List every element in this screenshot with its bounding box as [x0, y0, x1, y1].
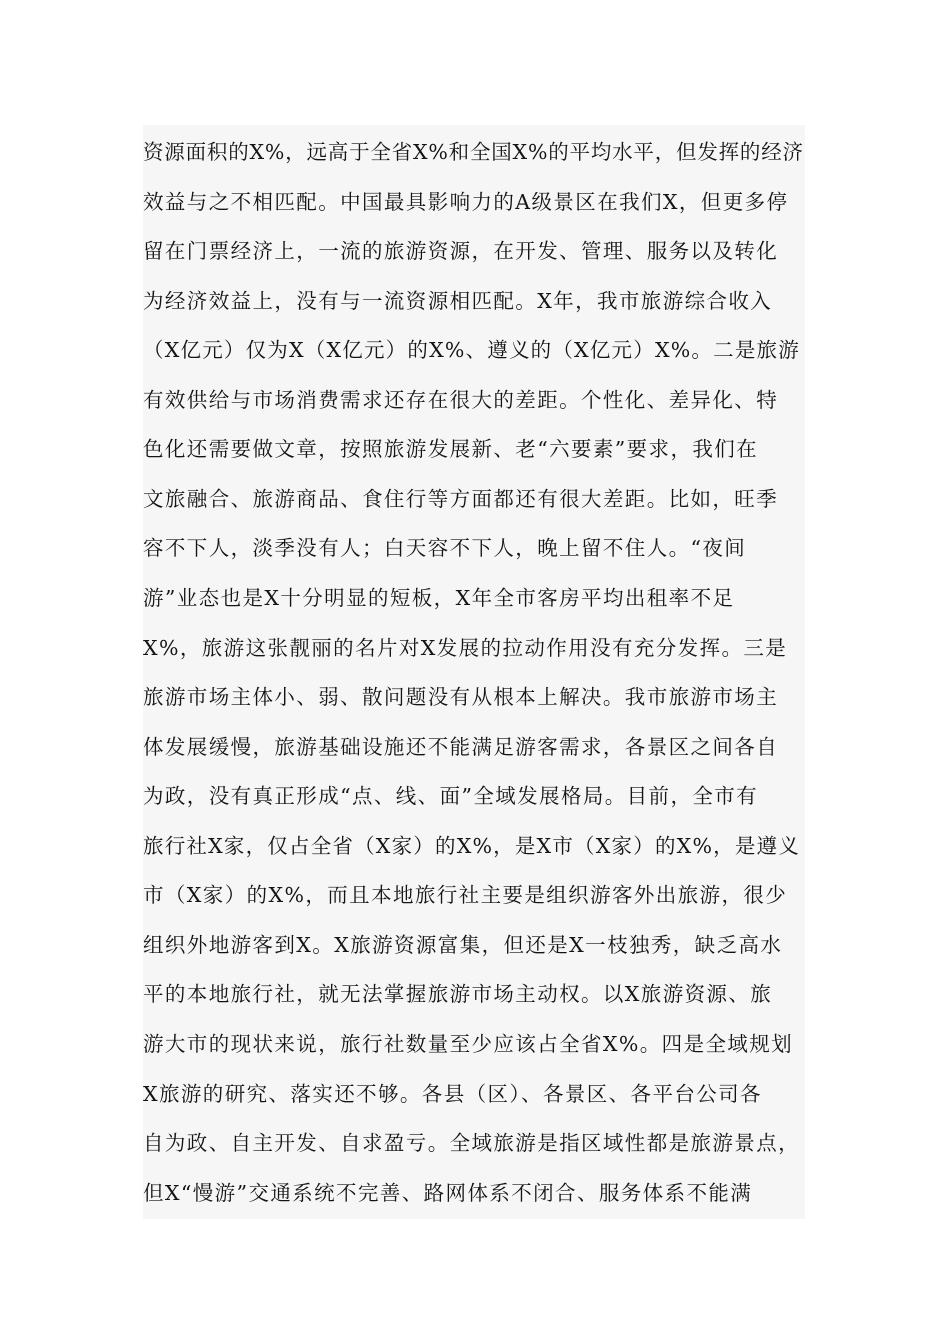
text-line: 旅游市场主体小、弱、散问题没有从根本上解决。我市旅游市场主	[143, 685, 779, 709]
text-line: 文旅融合、旅游商品、食住行等方面都还有很大差距。比如，旺季	[143, 487, 779, 511]
text-line: 资源面积的X%，远高于全省X%和全国X%的平均水平，但发挥的经济	[143, 140, 804, 164]
text-line: 容不下人，淡季没有人；白天容不下人，晚上留不住人。“夜间	[143, 536, 747, 560]
text-line: 但X“慢游”交通系统不完善、路网体系不闭合、服务体系不能满	[143, 1181, 753, 1205]
text-line: 游大市的现状来说，旅行社数量至少应该占全省X%。四是全域规划	[143, 1032, 794, 1056]
text-line: 自为政、自主开发、自求盈亏。全域旅游是指区域性都是旅游景点，	[143, 1131, 800, 1155]
text-line: 平的本地旅行社，就无法掌握旅游市场主动权。以X旅游资源、旅	[143, 982, 773, 1006]
text-line: 色化还需要做文章，按照旅游发展新、老“六要素”要求，我们在	[143, 437, 759, 461]
body-text-block	[143, 125, 805, 1219]
text-line: 体发展缓慢，旅游基础设施还不能满足游客需求，各景区之间各自	[143, 735, 779, 759]
text-line: 游”业态也是X十分明显的短板，X年全市客房平均出租率不足	[143, 586, 735, 610]
text-line: 市（X家）的X%，而且本地旅行社主要是组织游客外出旅游，很少	[143, 883, 788, 907]
text-line: 有效供给与市场消费需求还存在很大的差距。个性化、差异化、特	[143, 388, 779, 412]
text-line: 留在门票经济上，一流的旅游资源，在开发、管理、服务以及转化	[143, 239, 779, 263]
text-line: （X亿元）仅为X（X亿元）的X%、遵义的（X亿元）X%。二是旅游	[143, 338, 800, 362]
text-line: 为政，没有真正形成“点、线、面”全域发展格局。目前，全市有	[143, 784, 759, 808]
text-line: 旅行社X家，仅占全省（X家）的X%，是X市（X家）的X%，是遵义	[143, 834, 800, 858]
text-line: X旅游的研究、落实还不够。各县（区）、各景区、各平台公司各	[143, 1082, 762, 1106]
text-line: 组织外地游客到X。X旅游资源富集，但还是X一枝独秀，缺乏高水	[143, 933, 783, 957]
text-line: 效益与之不相匹配。中国最具影响力的A级景区在我们X，但更多停	[143, 190, 789, 214]
text-line: 为经济效益上，没有与一流资源相匹配。X年，我市旅游综合收入	[143, 289, 773, 313]
text-line: X%，旅游这张靓丽的名片对X发展的拉动作用没有充分发挥。三是	[143, 636, 788, 660]
